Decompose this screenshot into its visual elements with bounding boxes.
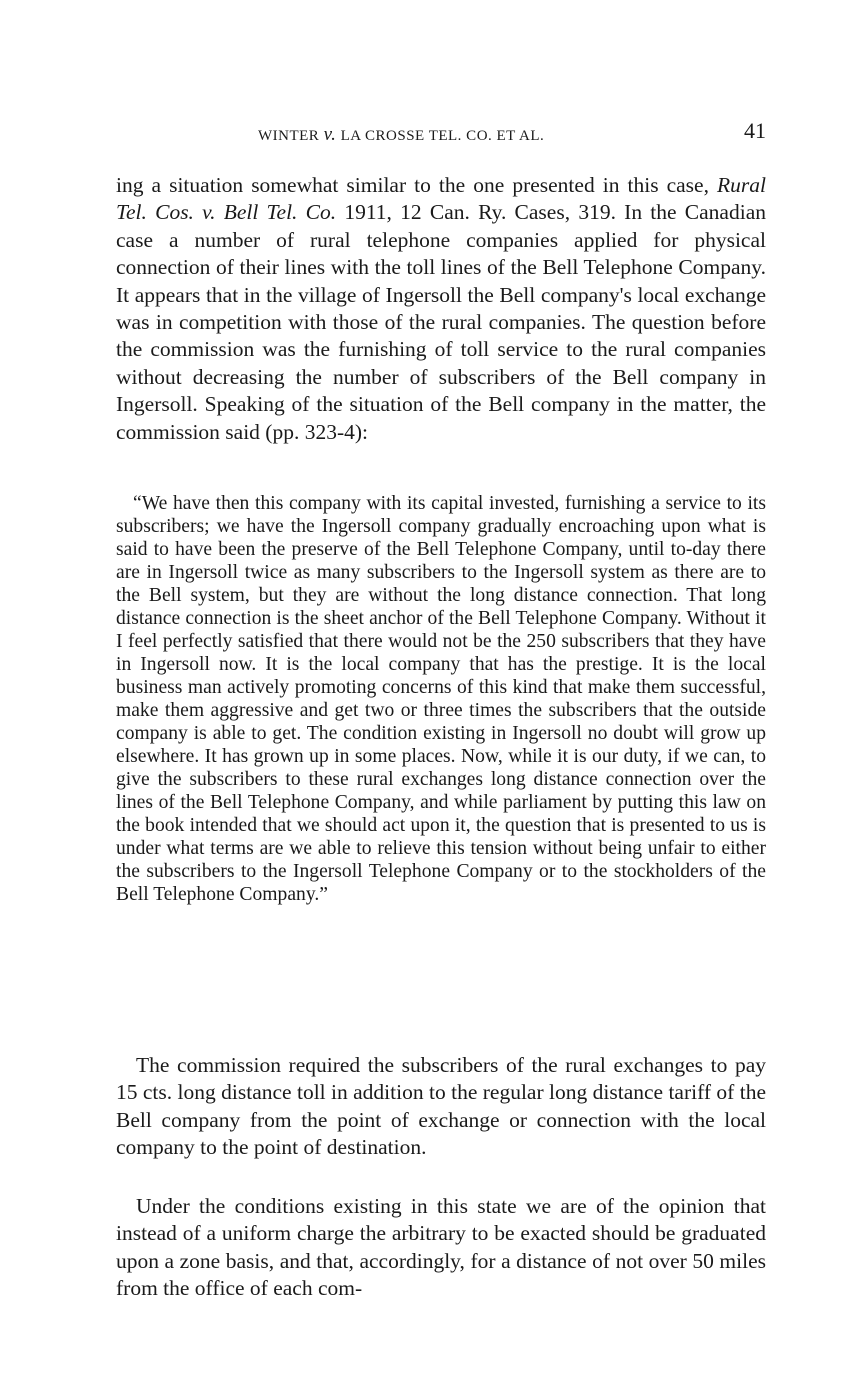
- paragraph-1: [116, 172, 766, 446]
- paragraph-2: The commission required the subscribers of the rural exchanges to pay 15 cts. long distance toll in addition to the regular long distance tariff of the Bell company from the point of exchange or connection with the local company to the point of destination.: [116, 1053, 766, 1160]
- running-title: [258, 124, 544, 146]
- paragraph-3: Under the conditions existing in this state we are of the opinion that instead of a uniform charge the arbitrary to be exacted should be graduated upon a zone basis, and that, accordingly, for a distance of not over 50 miles from the office of each com-: [116, 1194, 766, 1301]
- title-part-1: WINTER: [258, 128, 324, 144]
- page-number: 41: [744, 118, 766, 143]
- title-versus: v.: [323, 124, 337, 145]
- block-quote: “We have then this company with its capital invested, furnishing a service to its subscribers; we have the Ingersoll company gradually encroaching upon what is said to have been the preserve of the Bell Telephone Company, until to-day there are in Ingersoll twice as many subscribers to the Ingersoll system as there are to the Bell system, but they are without the long distance connection. That long distance connection is the sheet anchor of the Bell Telephone Company. Without it I feel perfectly satisfied that there would not be the 250 subscribers that they have in Ingersoll now. It is the local company that has the prestige. It is the local business man actively promoting concerns of this kind that make them successful, make them aggressive and get two or three times the subscribers that the outside company is able to get. The condition existing in Ingersoll no doubt will grow up elsewhere. It has grown up in some places. Now, while it is our duty, if we can, to give the subscribers to these rural exchanges long distance connection over the lines of the Bell Telephone Company, and while parliament by putting this law on the book intended that we should act upon it, the question that is presented to us is under what terms are we able to relieve this tension without being unfair to either the subscribers to the Ingersoll Telephone Company or to the stockholders of the Bell Telephone Company.”: [116, 493, 766, 905]
- paragraph-1-text-a: ing a situation somewhat similar to the one presented in this case,: [116, 173, 718, 197]
- case-citation: Rural Tel. Cos. v. Bell Tel. Co.: [116, 173, 766, 225]
- title-part-2: LA CROSSE TEL. CO. ET AL.: [336, 128, 545, 144]
- paragraph-1-text-b: 1911, 12 Can. Ry. Cases, 319. In the Canadian case a number of rural telephone companies applied for physical connection of their lines with the toll lines of the Bell Telephone Company. It appears that in the village of Ingersoll the Bell company's local exchange was in competition with those of the rural companies. The question before the commission was the furnishing of toll service to the rural companies without decreasing the number of subscribers of the Bell company in Ingersoll. Speaking of the situation of the Bell company in the matter, the commission said (pp. 323-4):: [116, 200, 766, 444]
- running-header: [116, 118, 766, 148]
